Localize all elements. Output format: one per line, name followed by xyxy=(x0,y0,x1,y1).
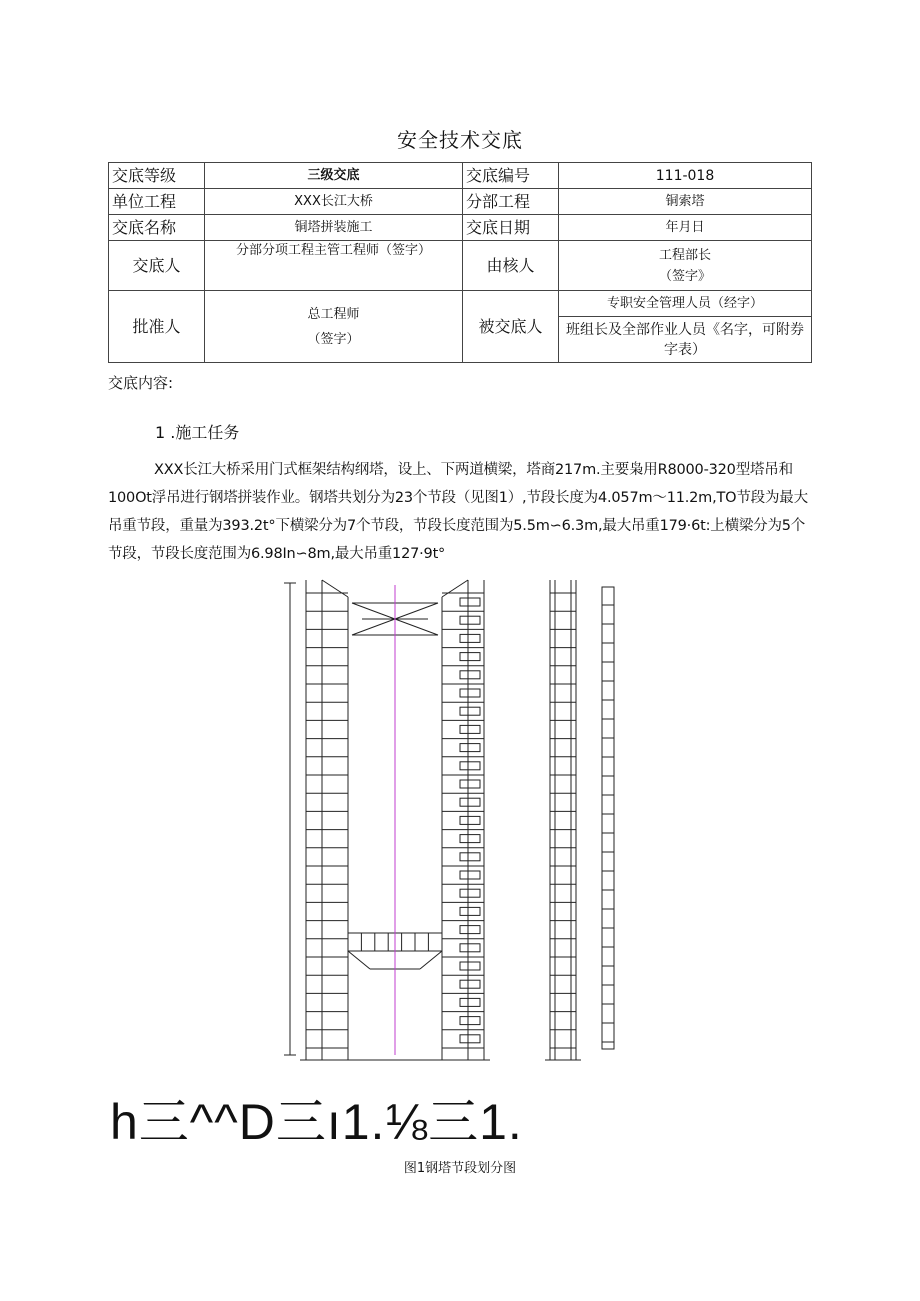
garbled-ocr-line: h三^^D三ı1.⅛三1. xyxy=(110,1094,523,1150)
table-row xyxy=(109,241,812,291)
segment-label-box xyxy=(460,998,480,1006)
name-value: 铜塔拼装施工 xyxy=(205,215,463,241)
level-label: 交底等级 xyxy=(109,163,205,189)
handover-info-table xyxy=(108,162,812,363)
segment-label-box xyxy=(460,671,480,679)
receiver-label: 被交底人 xyxy=(463,291,559,363)
segment-label-box xyxy=(460,598,480,606)
segment-label-box xyxy=(460,798,480,806)
segment-label-box xyxy=(460,616,480,624)
lower-beam-haunch xyxy=(348,951,370,969)
reviewer-label: 由核人 xyxy=(463,241,559,291)
reviewer-title: 工程部长 xyxy=(658,247,711,263)
segment-label-box xyxy=(460,816,480,824)
reviewer-signature: （签字》 xyxy=(658,268,711,284)
task-paragraph: XXX长江大桥采用门式框架结构纲塔，设上、下两道横梁，塔商217m.主要枭用R8000-320型塔吊和100Ot浮吊进行钢塔拼装作业。钢塔共划分为23个节段（见图1）,节段长度为4.057m～11.2m,TO节段为最大吊重节段，重量为393.2t°下横梁分为7个节段，节段长度范围为5.5m∽6.3m,最大吊重179·6t:上横梁分为5个节段，节段长度范围为6.98In∽8m,最大吊重127·9t° xyxy=(108,462,808,562)
segment-label-box xyxy=(460,944,480,952)
figure-caption: 图1钢塔节段划分图 xyxy=(403,1161,517,1176)
section-heading: 1 .施工任务 xyxy=(155,423,240,442)
segment-label-box xyxy=(460,634,480,642)
date-label: 交底日期 xyxy=(463,215,559,241)
segment-label-box xyxy=(460,853,480,861)
segment-label-box xyxy=(460,1017,480,1025)
segment-label-box xyxy=(460,962,480,970)
sub-label: 分部工程 xyxy=(463,189,559,215)
sub-value: 铜索塔 xyxy=(559,189,812,215)
table-row xyxy=(109,291,812,317)
segment-label-box xyxy=(460,653,480,661)
right-leg-flare xyxy=(442,580,468,597)
approver-title: 总工程师 xyxy=(307,306,360,322)
approver-value xyxy=(205,291,463,363)
segment-label-box xyxy=(460,762,480,770)
segment-label-box xyxy=(460,689,480,697)
segment-label-box xyxy=(460,889,480,897)
left-leg-flare xyxy=(322,580,348,597)
receiver-workers: 班组长及全部作业人员《名字，可附券字表） xyxy=(559,317,812,363)
segment-label-box xyxy=(460,835,480,843)
approver-label: 批准人 xyxy=(109,291,205,363)
unit-label: 单位工程 xyxy=(109,189,205,215)
side-dimension-strip xyxy=(602,587,614,1049)
table-row xyxy=(109,215,812,241)
content-label: 交底内容: xyxy=(108,374,174,392)
segment-label-box xyxy=(460,1035,480,1043)
table-row xyxy=(109,189,812,215)
segment-label-box xyxy=(460,780,480,788)
segment-label-box xyxy=(460,980,480,988)
unit-value: XXX长江大桥 xyxy=(205,189,463,215)
segment-label-box xyxy=(460,907,480,915)
segment-label-box xyxy=(460,744,480,752)
steel-tower-segment-diagram xyxy=(270,575,630,1070)
approver-signature: （签字） xyxy=(307,331,360,347)
giver-label: 交底人 xyxy=(109,241,205,291)
segment-label-box xyxy=(460,871,480,879)
receiver-safety-staff: 专职安全管理人员（经字） xyxy=(559,291,812,317)
segment-label-box xyxy=(460,707,480,715)
table-row xyxy=(109,163,812,189)
giver-value: 分部分项工程主管工程师（签字） xyxy=(205,241,463,291)
reviewer-value xyxy=(559,241,812,291)
segment-label-box xyxy=(460,926,480,934)
document-title: 安全技术交底 xyxy=(397,128,523,152)
number-label: 交底编号 xyxy=(463,163,559,189)
date-value: 年月日 xyxy=(559,215,812,241)
level-value: 三级交底 xyxy=(205,163,463,189)
segment-label-box xyxy=(460,725,480,733)
number-value: 111-018 xyxy=(559,163,812,189)
name-label: 交底名称 xyxy=(109,215,205,241)
lower-beam-haunch xyxy=(420,951,442,969)
